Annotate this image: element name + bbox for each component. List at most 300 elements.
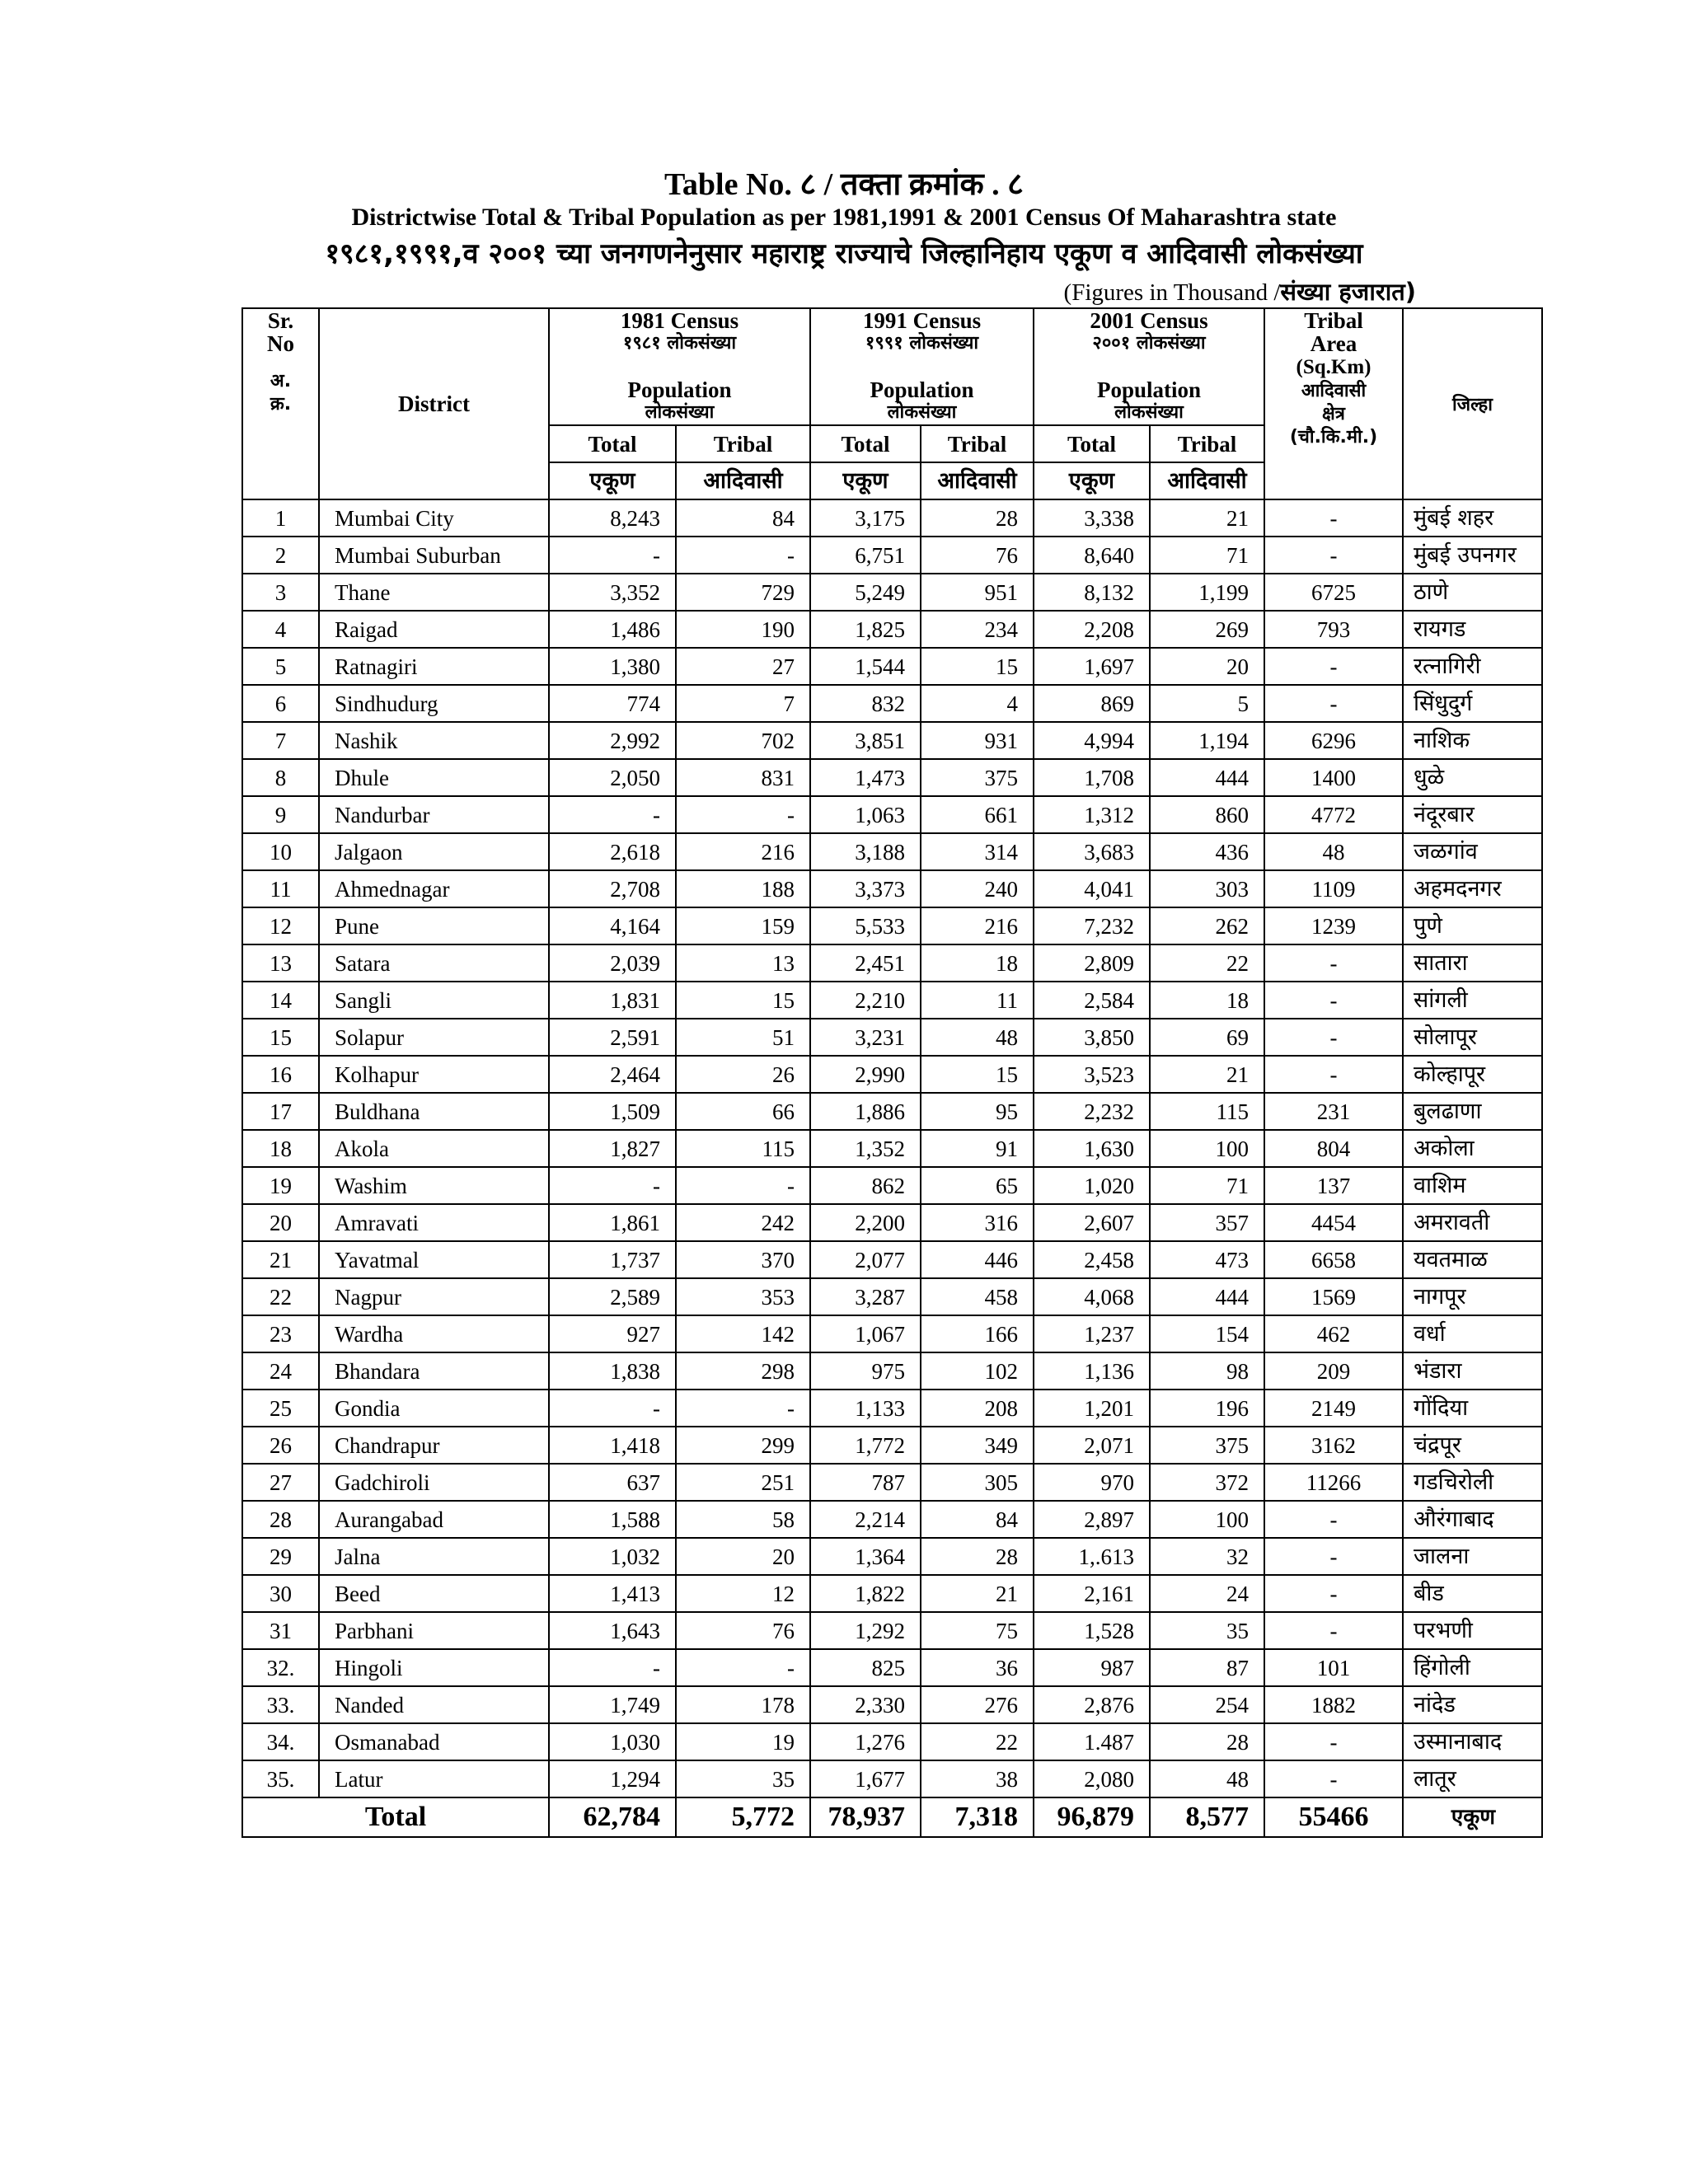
tribal-area: -: [1264, 944, 1403, 982]
district-name: Nashik: [319, 722, 549, 759]
tribal-area: -: [1264, 499, 1403, 537]
table-row: [242, 574, 1542, 611]
tribal-1991: 316: [921, 1204, 1034, 1241]
district-name-marathi: ठाणे: [1403, 574, 1542, 611]
serial-number: 35.: [242, 1760, 319, 1797]
district-name: Chandrapur: [319, 1427, 549, 1464]
tribal-1991: 21: [921, 1575, 1034, 1612]
district-name-marathi: उस्मानाबाद: [1403, 1723, 1542, 1760]
district-name: Parbhani: [319, 1612, 549, 1649]
total-1991: 1,067: [810, 1315, 921, 1352]
table-row: [242, 870, 1542, 907]
total-value: 96,879: [1034, 1797, 1150, 1837]
tribal-1981: 66: [676, 1093, 810, 1130]
table-title: Table No. ८ / तक्ता क्रमांक . ८: [664, 167, 1024, 202]
census-1981-header: 1981 Census १९८१ लोकसंख्या Population लोकसंख्या: [549, 308, 810, 425]
table-row: [242, 833, 1542, 870]
serial-number: 9: [242, 796, 319, 833]
tribal-area: 6658: [1264, 1241, 1403, 1278]
serial-number: 27: [242, 1464, 319, 1501]
tribal-1981: 35: [676, 1760, 810, 1797]
total-1991: 2,990: [810, 1056, 921, 1093]
tribal-2001: 372: [1150, 1464, 1264, 1501]
table-subtitle-marathi: १९८१,१९९१,व २००१ च्या जनगणनेनुसार महाराष्ट्र राज्याचे जिल्हानिहाय एकूण व आदिवासी लोकसंख्या: [325, 237, 1363, 270]
total-2001: 2,458: [1034, 1241, 1150, 1278]
total-2001: 1,.613: [1034, 1538, 1150, 1575]
total-2001: 987: [1034, 1649, 1150, 1686]
total-1981: 927: [549, 1315, 676, 1352]
total-1991: 5,533: [810, 907, 921, 944]
total-1981: 1,030: [549, 1723, 676, 1760]
total-1981: 1,509: [549, 1093, 676, 1130]
serial-number: 21: [242, 1241, 319, 1278]
serial-number: 2: [242, 537, 319, 574]
total-2001: 2,071: [1034, 1427, 1150, 1464]
tribal-2001: 262: [1150, 907, 1264, 944]
district-name-marathi: वर्धा: [1403, 1315, 1542, 1352]
tribal-2001: 32: [1150, 1538, 1264, 1575]
tribal-1991: 234: [921, 611, 1034, 648]
tribal-2001: 357: [1150, 1204, 1264, 1241]
total-1981: -: [549, 1390, 676, 1427]
total-2001: 8,640: [1034, 537, 1150, 574]
tribal-area: -: [1264, 1019, 1403, 1056]
district-name: Hingoli: [319, 1649, 549, 1686]
total-1991: 2,330: [810, 1686, 921, 1723]
district-name: Beed: [319, 1575, 549, 1612]
units-note-marathi: संख्या हजारात): [1280, 278, 1416, 306]
total-1991: 3,373: [810, 870, 921, 907]
tribal-1991: 166: [921, 1315, 1034, 1352]
tribal-1991-header: Tribal: [921, 425, 1034, 462]
table-row: [242, 499, 1542, 537]
total-1981: 1,418: [549, 1427, 676, 1464]
table-row: [242, 1167, 1542, 1204]
table-row: [242, 1019, 1542, 1056]
total-2001: 3,683: [1034, 833, 1150, 870]
tribal-1991: 48: [921, 1019, 1034, 1056]
total-1991: 1,822: [810, 1575, 921, 1612]
tribal-1991: 91: [921, 1130, 1034, 1167]
tribal-area: 462: [1264, 1315, 1403, 1352]
serial-number: 29: [242, 1538, 319, 1575]
total-1981: 637: [549, 1464, 676, 1501]
table-row: [242, 1390, 1542, 1427]
total-1991: 1,677: [810, 1760, 921, 1797]
district-name-marathi: मुंबई शहर: [1403, 499, 1542, 537]
serial-number: 7: [242, 722, 319, 759]
total-1981: 1,294: [549, 1760, 676, 1797]
tribal-2001: 303: [1150, 870, 1264, 907]
tribal-1991: 75: [921, 1612, 1034, 1649]
tribal-1981: -: [676, 1390, 810, 1427]
serial-number: 6: [242, 685, 319, 722]
total-1991: 3,851: [810, 722, 921, 759]
tribal-1981: 298: [676, 1352, 810, 1390]
total-2001: 1,312: [1034, 796, 1150, 833]
serial-number: 23: [242, 1315, 319, 1352]
total-2001: 970: [1034, 1464, 1150, 1501]
tribal-2001: 115: [1150, 1093, 1264, 1130]
total-1981: 1,380: [549, 648, 676, 685]
district-name-marathi: भंडारा: [1403, 1352, 1542, 1390]
tribal-2001: 69: [1150, 1019, 1264, 1056]
total-2001: 2,809: [1034, 944, 1150, 982]
serial-number: 33.: [242, 1686, 319, 1723]
total-1991: 2,210: [810, 982, 921, 1019]
tribal-1981: 251: [676, 1464, 810, 1501]
tribal-area-header: Tribal Area (Sq.Km) आदिवासी क्षेत्र (चौ.कि.मी.): [1264, 308, 1403, 499]
tribal-1991: 240: [921, 870, 1034, 907]
tribal-1991: 65: [921, 1167, 1034, 1204]
tribal-area: 137: [1264, 1167, 1403, 1204]
tribal-area: 1569: [1264, 1278, 1403, 1315]
total-value: 78,937: [810, 1797, 921, 1837]
district-name-marathi: औरंगाबाद: [1403, 1501, 1542, 1538]
district-name-marathi: चंद्रपूर: [1403, 1427, 1542, 1464]
tribal-1981: 84: [676, 499, 810, 537]
table-row: [242, 685, 1542, 722]
tribal-1981: 76: [676, 1612, 810, 1649]
tribal-2001: 87: [1150, 1649, 1264, 1686]
district-name-marathi: कोल्हापूर: [1403, 1056, 1542, 1093]
tribal-1981: 7: [676, 685, 810, 722]
tribal-1981: 702: [676, 722, 810, 759]
tribal-2001: 100: [1150, 1130, 1264, 1167]
tribal-2001: 860: [1150, 796, 1264, 833]
tribal-area: -: [1264, 537, 1403, 574]
table-row: [242, 907, 1542, 944]
district-name-marathi: रायगड: [1403, 611, 1542, 648]
total-1981: 1,737: [549, 1241, 676, 1278]
total-2001: 2,208: [1034, 611, 1150, 648]
total-2001-header-mr: एकूण: [1034, 462, 1150, 499]
sr-no-header: Sr. No अ. क्र.: [242, 308, 319, 499]
tribal-2001: 28: [1150, 1723, 1264, 1760]
district-name-marathi: नंदूरबार: [1403, 796, 1542, 833]
total-1991: 2,200: [810, 1204, 921, 1241]
serial-number: 4: [242, 611, 319, 648]
serial-number: 15: [242, 1019, 319, 1056]
total-2001: 2,232: [1034, 1093, 1150, 1130]
tribal-1981: 190: [676, 611, 810, 648]
district-name: Nanded: [319, 1686, 549, 1723]
table-row: [242, 1278, 1542, 1315]
district-name-marathi: सोलापूर: [1403, 1019, 1542, 1056]
tribal-area: 6725: [1264, 574, 1403, 611]
tribal-1991: 28: [921, 499, 1034, 537]
district-name-marathi: सिंधुदुर्ग: [1403, 685, 1542, 722]
units-note-english: (Figures in Thousand /: [1063, 279, 1281, 306]
tribal-1991: 375: [921, 759, 1034, 796]
total-2001: 1,201: [1034, 1390, 1150, 1427]
tribal-1981: -: [676, 1649, 810, 1686]
total-2001: 1,528: [1034, 1612, 1150, 1649]
census-2001-header: 2001 Census २००१ लोकसंख्या Population लोकसंख्या: [1034, 308, 1264, 425]
total-2001: 1,136: [1034, 1352, 1150, 1390]
tribal-area: -: [1264, 1501, 1403, 1538]
tribal-1981: 27: [676, 648, 810, 685]
total-1981: 1,588: [549, 1501, 676, 1538]
table-row: [242, 1352, 1542, 1390]
total-1991: 1,352: [810, 1130, 921, 1167]
tribal-2001: 444: [1150, 1278, 1264, 1315]
total-1981: 8,243: [549, 499, 676, 537]
tribal-1981: 19: [676, 1723, 810, 1760]
total-1981: 1,486: [549, 611, 676, 648]
total-1991: 2,077: [810, 1241, 921, 1278]
table-row: [242, 796, 1542, 833]
district-name: Dhule: [319, 759, 549, 796]
district-name-marathi: जालना: [1403, 1538, 1542, 1575]
total-1991: 3,231: [810, 1019, 921, 1056]
tribal-1981: 370: [676, 1241, 810, 1278]
serial-number: 16: [242, 1056, 319, 1093]
tribal-2001: 154: [1150, 1315, 1264, 1352]
serial-number: 17: [242, 1093, 319, 1130]
district-name: Nagpur: [319, 1278, 549, 1315]
table-row: [242, 1649, 1542, 1686]
table-row: [242, 1575, 1542, 1612]
total-1981: 2,708: [549, 870, 676, 907]
table-row: [242, 1686, 1542, 1723]
tribal-area: 804: [1264, 1130, 1403, 1167]
tribal-1991: 314: [921, 833, 1034, 870]
tribal-2001: 444: [1150, 759, 1264, 796]
serial-number: 14: [242, 982, 319, 1019]
tribal-2001: 375: [1150, 1427, 1264, 1464]
district-name: Ratnagiri: [319, 648, 549, 685]
total-1981: 1,838: [549, 1352, 676, 1390]
total-1991: 1,825: [810, 611, 921, 648]
tribal-1991: 15: [921, 1056, 1034, 1093]
total-value: 7,318: [921, 1797, 1034, 1837]
tribal-1991: 446: [921, 1241, 1034, 1278]
district-name-marathi: परभणी: [1403, 1612, 1542, 1649]
total-value: 55466: [1264, 1797, 1403, 1837]
tribal-area: 1882: [1264, 1686, 1403, 1723]
tribal-1981: -: [676, 796, 810, 833]
district-marathi-header: जिल्हा: [1403, 308, 1542, 499]
district-name-marathi: बुलढाणा: [1403, 1093, 1542, 1130]
total-1991: 5,249: [810, 574, 921, 611]
tribal-1991: 305: [921, 1464, 1034, 1501]
tribal-2001: 1,194: [1150, 722, 1264, 759]
total-1991: 1,133: [810, 1390, 921, 1427]
serial-number: 30: [242, 1575, 319, 1612]
total-2001: 4,068: [1034, 1278, 1150, 1315]
tribal-1981: 20: [676, 1538, 810, 1575]
total-1991: 975: [810, 1352, 921, 1390]
district-name: Thane: [319, 574, 549, 611]
tribal-1991: 18: [921, 944, 1034, 982]
table-subtitle: Districtwise Total & Tribal Population as per 1981,1991 & 2001 Census Of Maharashtra state: [351, 204, 1337, 231]
serial-number: 1: [242, 499, 319, 537]
serial-number: 20: [242, 1204, 319, 1241]
serial-number: 5: [242, 648, 319, 685]
tribal-1981: -: [676, 537, 810, 574]
district-name-marathi: रत्नागिरी: [1403, 648, 1542, 685]
table-row: [242, 537, 1542, 574]
total-1981: 2,992: [549, 722, 676, 759]
district-name-marathi: धुळे: [1403, 759, 1542, 796]
table-row: [242, 1612, 1542, 1649]
district-name: Akola: [319, 1130, 549, 1167]
serial-number: 34.: [242, 1723, 319, 1760]
serial-number: 24: [242, 1352, 319, 1390]
total-1981: -: [549, 537, 676, 574]
district-header: District: [319, 308, 549, 499]
tribal-area: -: [1264, 1723, 1403, 1760]
total-label: Total: [242, 1797, 549, 1837]
district-name-marathi: नांदेड: [1403, 1686, 1542, 1723]
tribal-area: 1400: [1264, 759, 1403, 796]
total-2001: 1,697: [1034, 648, 1150, 685]
total-1981-header-mr: एकूण: [549, 462, 676, 499]
total-1991: 1,292: [810, 1612, 921, 1649]
total-1981: 1,032: [549, 1538, 676, 1575]
total-2001: 2,080: [1034, 1760, 1150, 1797]
table-row: [242, 1723, 1542, 1760]
total-1991: 825: [810, 1649, 921, 1686]
district-name: Ahmednagar: [319, 870, 549, 907]
district-name: Satara: [319, 944, 549, 982]
serial-number: 8: [242, 759, 319, 796]
tribal-area: -: [1264, 1056, 1403, 1093]
total-2001: 2,584: [1034, 982, 1150, 1019]
tribal-area: 231: [1264, 1093, 1403, 1130]
tribal-area: 793: [1264, 611, 1403, 648]
total-2001: 2,897: [1034, 1501, 1150, 1538]
table-row: [242, 1130, 1542, 1167]
tribal-1991: 349: [921, 1427, 1034, 1464]
table-row: [242, 648, 1542, 685]
total-1991: 787: [810, 1464, 921, 1501]
district-name: Bhandara: [319, 1352, 549, 1390]
tribal-1981: 188: [676, 870, 810, 907]
total-1991: 862: [810, 1167, 921, 1204]
total-2001: 1,708: [1034, 759, 1150, 796]
total-2001: 1,237: [1034, 1315, 1150, 1352]
total-1991: 1,063: [810, 796, 921, 833]
total-1981: 774: [549, 685, 676, 722]
district-name: Buldhana: [319, 1093, 549, 1130]
table-row: [242, 1464, 1542, 1501]
tribal-area: -: [1264, 1538, 1403, 1575]
total-1981: -: [549, 796, 676, 833]
tribal-2001: 71: [1150, 1167, 1264, 1204]
tribal-1981: 142: [676, 1315, 810, 1352]
total-1981: 2,464: [549, 1056, 676, 1093]
tribal-1991: 208: [921, 1390, 1034, 1427]
district-name: Nandurbar: [319, 796, 549, 833]
tribal-1991: 22: [921, 1723, 1034, 1760]
census-1991-header: 1991 Census १९९१ लोकसंख्या Population लोकसंख्या: [810, 308, 1034, 425]
district-name: Raigad: [319, 611, 549, 648]
total-1991: 1,276: [810, 1723, 921, 1760]
tribal-1991: 4: [921, 685, 1034, 722]
table-body: [242, 499, 1542, 1797]
district-name-marathi: अमरावती: [1403, 1204, 1542, 1241]
tribal-area: 3162: [1264, 1427, 1403, 1464]
tribal-area: -: [1264, 982, 1403, 1019]
serial-number: 32.: [242, 1649, 319, 1686]
total-1981: 1,861: [549, 1204, 676, 1241]
total-1991-header: Total: [810, 425, 921, 462]
table-row: [242, 1501, 1542, 1538]
tribal-1981: 729: [676, 574, 810, 611]
tribal-2001: 48: [1150, 1760, 1264, 1797]
total-1981: 1,413: [549, 1575, 676, 1612]
district-name: Washim: [319, 1167, 549, 1204]
total-row: [242, 1797, 1542, 1837]
district-name-marathi: सांगली: [1403, 982, 1542, 1019]
tribal-2001: 22: [1150, 944, 1264, 982]
tribal-1991: 276: [921, 1686, 1034, 1723]
tribal-1981: -: [676, 1167, 810, 1204]
tribal-1991: 95: [921, 1093, 1034, 1130]
tribal-area: 2149: [1264, 1390, 1403, 1427]
total-value: 8,577: [1150, 1797, 1264, 1837]
serial-number: 19: [242, 1167, 319, 1204]
total-1991: 3,287: [810, 1278, 921, 1315]
tribal-1981: 26: [676, 1056, 810, 1093]
total-2001: 1,020: [1034, 1167, 1150, 1204]
tribal-1991: 11: [921, 982, 1034, 1019]
tribal-1981: 115: [676, 1130, 810, 1167]
tribal-area: 11266: [1264, 1464, 1403, 1501]
tribal-1991: 76: [921, 537, 1034, 574]
district-name-marathi: सातारा: [1403, 944, 1542, 982]
district-name-marathi: मुंबई उपनगर: [1403, 537, 1542, 574]
serial-number: 18: [242, 1130, 319, 1167]
total-1991: 832: [810, 685, 921, 722]
district-name: Mumbai City: [319, 499, 549, 537]
table-row: [242, 1315, 1542, 1352]
census-table: [241, 307, 1543, 1838]
tribal-area: 4454: [1264, 1204, 1403, 1241]
tribal-1991: 931: [921, 722, 1034, 759]
tribal-1981: 353: [676, 1278, 810, 1315]
district-name: Gadchiroli: [319, 1464, 549, 1501]
tribal-area: -: [1264, 1575, 1403, 1612]
table-row: [242, 1056, 1542, 1093]
district-name: Solapur: [319, 1019, 549, 1056]
total-1991: 1,473: [810, 759, 921, 796]
total-2001: 2,607: [1034, 1204, 1150, 1241]
tribal-area: 209: [1264, 1352, 1403, 1390]
total-2001: 7,232: [1034, 907, 1150, 944]
table-row: [242, 1241, 1542, 1278]
tribal-1991: 28: [921, 1538, 1034, 1575]
total-value: 62,784: [549, 1797, 676, 1837]
tribal-1981: 159: [676, 907, 810, 944]
total-1981-header: Total: [549, 425, 676, 462]
district-name-marathi: गोंदिया: [1403, 1390, 1542, 1427]
total-1981: -: [549, 1167, 676, 1204]
district-name: Gondia: [319, 1390, 549, 1427]
total-1981: 1,749: [549, 1686, 676, 1723]
total-1981: 1,831: [549, 982, 676, 1019]
units-note: [1064, 275, 1416, 307]
tribal-1981: 12: [676, 1575, 810, 1612]
district-name: Kolhapur: [319, 1056, 549, 1093]
district-name-marathi: नाशिक: [1403, 722, 1542, 759]
district-name-marathi: अकोला: [1403, 1130, 1542, 1167]
tribal-1991: 102: [921, 1352, 1034, 1390]
tribal-2001-header-mr: आदिवासी: [1150, 462, 1264, 499]
table-row: [242, 759, 1542, 796]
